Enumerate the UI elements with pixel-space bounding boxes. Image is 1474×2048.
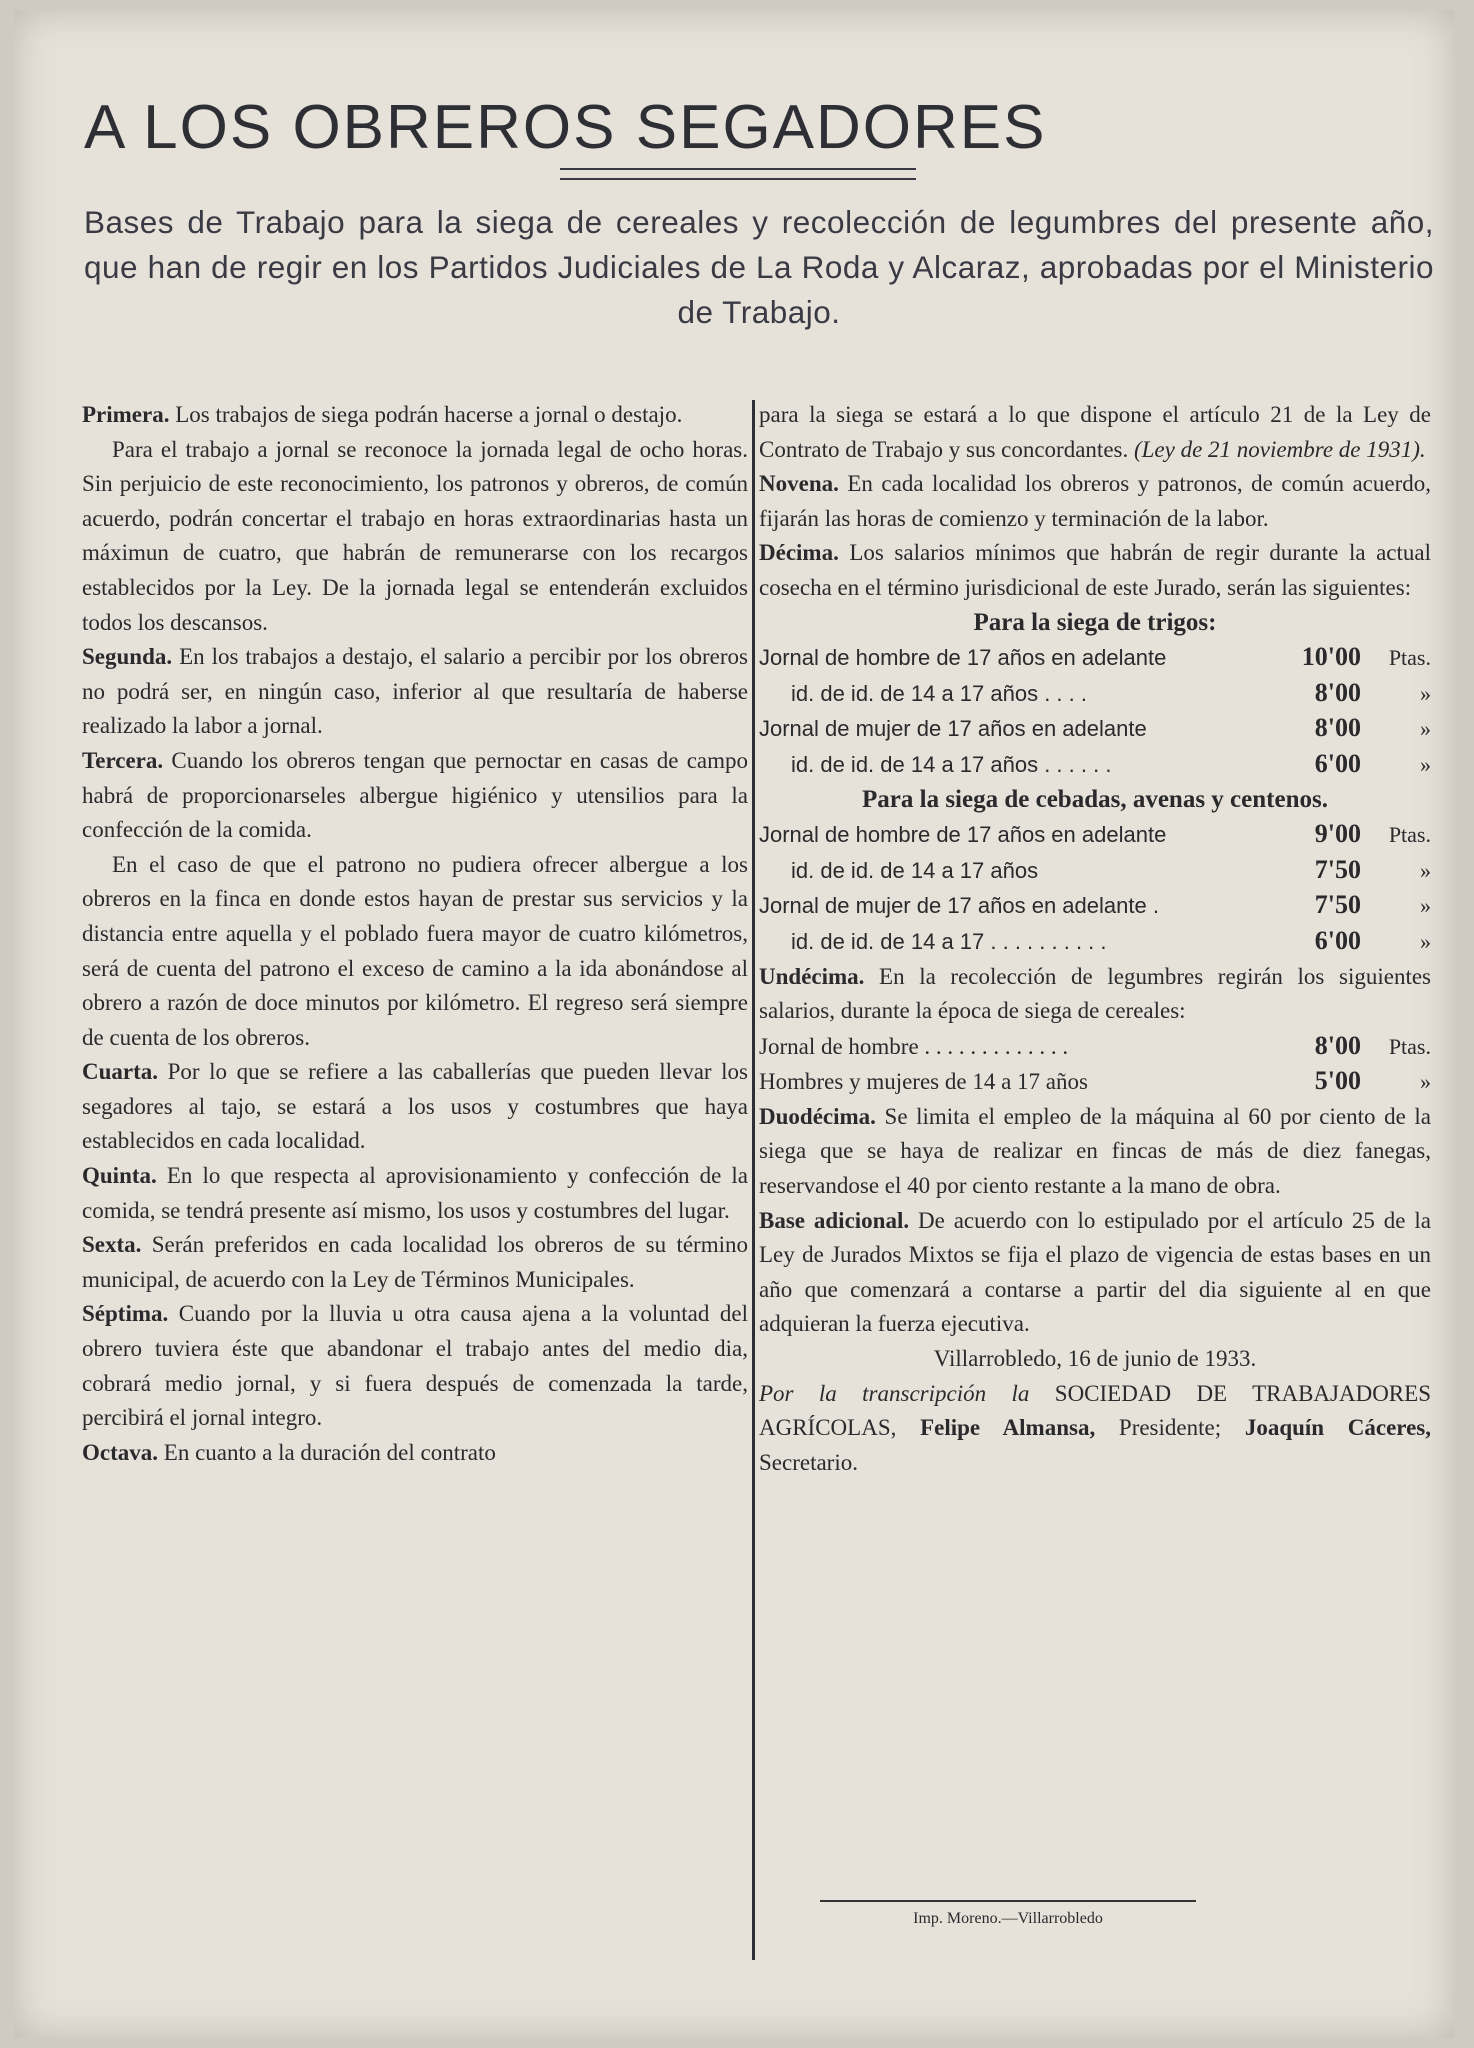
wage-label: Hombres y mujeres de 14 a 17 años [759,1069,1088,1095]
clause-text: Cuando los obreros tengan que pernoctar en casas de campo habrá de proporcionarseles albergue higiénico y utensilios para la confección de la comida. [82,747,748,843]
secretary-name: Joaquín Cáceres, [1244,1415,1432,1441]
clause-heading: Quinta. [82,1163,157,1189]
president-name: Felipe Almansa, [920,1415,1096,1441]
clause-text: En la recolección de legumbres regirán los siguientes salarios, durante la época de siega de cereales: [759,963,1431,1024]
president-role: Presidente; [1095,1415,1245,1441]
clause-undecima [759,960,1431,1029]
clause-heading: Primera. [82,402,170,427]
wage-unit: » [1420,680,1431,706]
wage-label: id. de id. de 14 a 17 años . . . . [791,680,1087,706]
law-reference: (Ley de 21 noviembre de 1931). [1133,436,1426,462]
wage-amount: 7'50 [1314,854,1361,884]
wage-row [759,817,1431,853]
cebadas-heading: Para la siega de cebadas, avenas y centenos. [862,785,1328,813]
clause-heading: Décima. [759,540,839,566]
signature-block [759,1377,1431,1481]
wage-unit: » [1420,893,1431,919]
page-title: A LOS OBREROS SEGADORES [84,93,1047,162]
column-divider [752,400,755,1960]
clause-heading: Séptima. [82,1301,169,1327]
left-column [82,398,748,1470]
clause-heading: Base adicional. [759,1207,910,1233]
clause-text: En cuanto a la duración del contrato [158,1439,496,1465]
wage-amount: 6'00 [1314,925,1361,955]
wage-amount: 5'00 [1314,1066,1361,1096]
clause-octava [82,1436,748,1471]
clause-text: De acuerdo con lo estipulado por el artículo 25 de la Ley de Jurados Mixtos se fija el plazo de vigencia de estas bases en un año que comenzará a contarse a partir del dia siguiente al en que adquieran la fuerza ejecutiva. [759,1207,1431,1337]
clause-tercera [82,744,748,848]
clause-text: Cuando por la lluvia u otra causa ajena a la voluntad del obrero tuviera éste que abandonar el trabajo antes del medio dia, cobrará medio jornal, y si fuera después de comenzada la tarde, percibirá el jornal integro. [82,1301,748,1431]
wage-row [759,676,1431,712]
clause-quinta [82,1159,748,1228]
wage-amount: 10'00 [1301,642,1361,672]
clause-text: Los trabajos de siega podrán hacerse a jornal o destajo. [169,402,683,427]
wage-row [759,640,1431,676]
paragraph: Para el trabajo a jornal se reconoce la jornada legal de ocho horas. Sin perjuicio de este reconocimiento, los patronos y obreros, de común acuerdo, podrán concertar el trabajo en horas extraordinarias hasta un máximun de cuatro, que habrán de remunerarse con los recargos establecidos por la Ley. De la jornada legal se entenderán excluidos todos los descansos. [82,436,748,635]
clause-heading: Novena. [759,471,839,497]
clause-primera [82,398,748,433]
clause-septima [82,1297,748,1435]
clause-text: En lo que respecta al aprovisionamiento y confección de la comida, se tendrá presente así mismo, los usos y costumbres del lugar. [82,1163,748,1223]
wage-row [759,1064,1431,1100]
clause-text: En cada localidad los obreros y patronos, de común acuerdo, fijarán las horas de comienzo y terminación de la labor. [759,471,1431,531]
wage-amount: 8'00 [1314,713,1361,743]
clause-cuarta [82,1055,748,1159]
wage-amount: 6'00 [1314,748,1361,778]
clause-segunda [82,640,748,744]
printer-credit: Imp. Moreno.—Villarrobledo [913,1910,1103,1927]
wage-amount: 9'00 [1314,819,1361,849]
signature-intro: Por la transcripción la [759,1380,1030,1406]
poster [14,10,1454,2038]
wage-unit: Ptas. [1388,645,1431,671]
clause-base-adicional [759,1204,1431,1342]
wage-amount: 7'50 [1314,890,1361,920]
clause-novena [759,467,1431,536]
wage-unit: » [1420,716,1431,742]
organization-name: SOCIEDAD DE TRABAJADORES AGRÍCOLAS, [759,1380,1431,1441]
clause-decima [759,536,1431,605]
wage-row [759,747,1431,783]
clause-text: Serán preferidos en cada localidad los obreros de su término municipal, de acuerdo con la Ley de Términos Municipales. [82,1232,748,1292]
clause-duodecima [759,1100,1431,1204]
wage-unit: » [1420,928,1431,954]
clause-heading: Tercera. [82,747,164,773]
wage-unit: » [1420,857,1431,883]
clause-text: Se limita el empleo de la máquina al 60 por ciento de la siega que se haya de realizar en fincas de más de diez fanegas, reservandose el 40 por ciento restante a la mano de obra. [759,1103,1431,1199]
clause-sexta [82,1228,748,1297]
wage-unit: » [1420,751,1431,777]
wage-label: Jornal de mujer de 17 años en adelante [759,716,1147,742]
wage-unit: Ptas. [1388,1033,1431,1059]
subtitle: Bases de Trabajo para la siega de cereales y recolección de legumbres del presente año, que han de regir en los Partidos Judiciales de La Roda y Alcaraz, aprobadas por el Ministerio de Trabajo. [84,204,1434,330]
wage-row [759,711,1431,747]
clause-heading: Cuarta. [82,1059,159,1085]
clause-heading: Octava. [82,1439,159,1465]
clause-text: Los salarios mínimos que habrán de regir durante la actual cosecha en el término jurisdicional de este Jurado, serán las siguientes: [759,540,1431,600]
wage-amount: 8'00 [1314,677,1361,707]
right-column [759,398,1431,1480]
secretary-role: Secretario. [759,1449,858,1475]
wage-label: id. de id. de 14 a 17 años . . . . . . [791,751,1112,777]
clause-heading: Sexta. [82,1232,142,1258]
wage-unit: Ptas. [1388,822,1431,848]
clause-text: para la siega se estará a lo que dispone el artículo 21 de la Ley de Contrato de Trabajo y sus concordantes. [759,402,1431,462]
wage-label: id. de id. de 14 a 17 años [791,857,1039,883]
date-line: Villarrobledo, 16 de junio de 1933. [933,1346,1257,1372]
wage-row [759,853,1431,889]
clause-octava-cont [759,398,1431,467]
wage-label: Jornal de hombre de 17 años en adelante [759,822,1167,848]
wage-label: id. de id. de 14 a 17 . . . . . . . . . . [791,928,1107,954]
trigos-heading: Para la siega de trigos: [973,608,1217,636]
printer-rule [820,1900,1196,1902]
clause-text: En los trabajos a destajo, el salario a percibir por los obreros no podrá ser, en ningún caso, inferior al que resultaría de haberse realizado la labor a jornal. [82,644,748,739]
wage-label: Jornal de mujer de 17 años en adelante . [759,893,1159,919]
clause-text: Por lo que se refiere a las caballerías que pueden llevar los segadores al tajo, se estará a los usos y costumbres que haya establecidos en cada localidad. [82,1059,748,1154]
wage-amount: 8'00 [1314,1030,1361,1060]
wage-label: Jornal de hombre de 17 años en adelante [759,645,1167,671]
paragraph: En el caso de que el patrono no pudiera ofrecer albergue a los obreros en la finca en donde estos hayan de prestar sus servicios y la distancia entre aquella y el poblado fuera mayor de cuatro kilómetros, será de cuenta del patrono el exceso de camino a la ida abonándose al obrero a razón de doce minutos por kilómetro. El regreso será siempre de cuenta de los obreros. [82,851,748,1050]
clause-heading: Segunda. [82,644,173,670]
clause-heading: Duodécima. [759,1103,876,1129]
wage-label: Jornal de hombre . . . . . . . . . . . . . [759,1033,1069,1059]
wage-row [759,924,1431,960]
clause-heading: Undécima. [759,963,865,989]
wage-row [759,1029,1431,1065]
wage-row [759,888,1431,924]
wage-unit: » [1420,1069,1431,1095]
title-underline [560,168,916,180]
